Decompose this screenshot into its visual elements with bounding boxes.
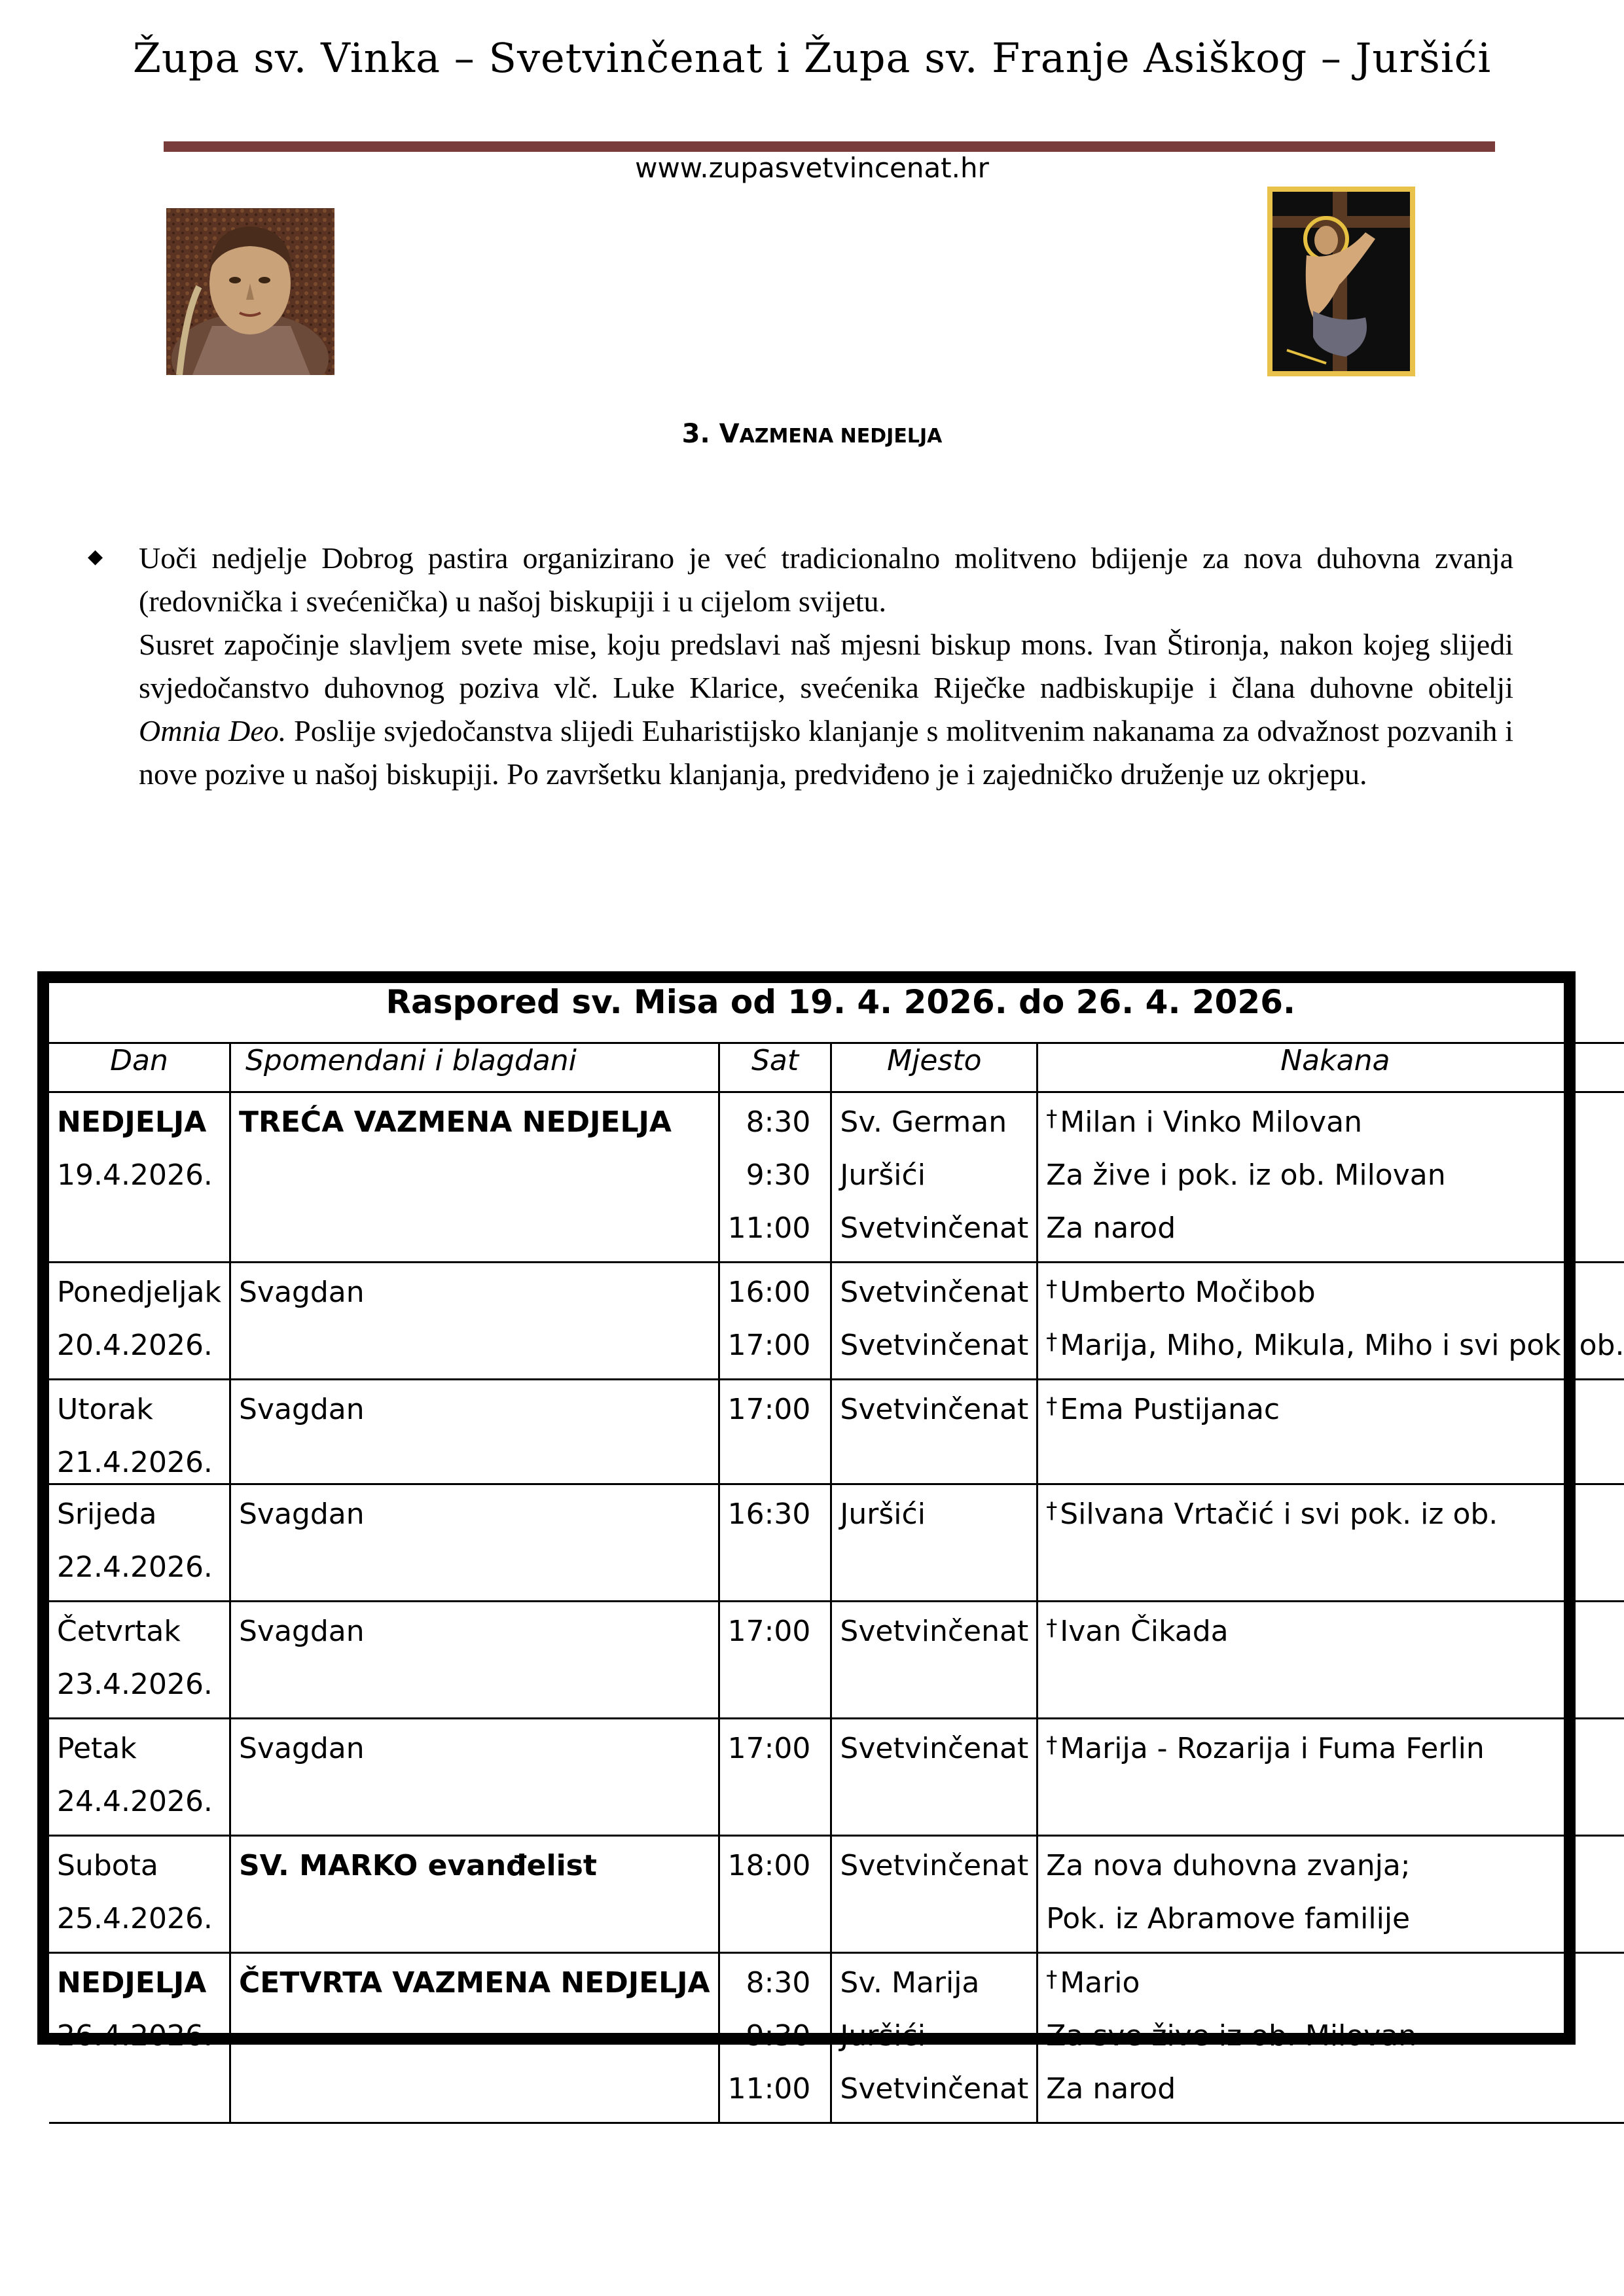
place-cell-text: Juršići [840, 2019, 926, 2053]
place-cell [831, 1836, 1038, 1953]
place-cell-text: Svetvinčenat [840, 1393, 1029, 1426]
intention-cell-text: Marija - Rozarija i Fuma Ferlin [1060, 1732, 1485, 1765]
dagger-icon: † [1046, 1498, 1058, 1524]
time-cell-text: 11:00 [727, 1211, 811, 1245]
dagger-icon: † [1046, 1329, 1058, 1355]
mass-schedule [37, 971, 1624, 2106]
feast-cell-text: Svagdan [238, 1276, 365, 1309]
day-cell [49, 1953, 230, 2123]
dagger-icon: † [1046, 1105, 1058, 1132]
schedule-table [49, 983, 1624, 2124]
time-cell-text: 9:30 [746, 1158, 811, 1192]
feast-cell [230, 1484, 719, 1602]
intention-cell [1038, 1719, 1624, 1836]
time-cell-text: 8:30 [746, 1105, 811, 1139]
intention-cell [1038, 1263, 1624, 1380]
notice-text-2-start: Susret započinje slavljem svete mise, koju predslavi naš mjesni biskup mons. Ivan Štironja, nakon kojeg slijedi svjedočanstvo duhovnog poziva vlč. Luke Klarice, svećenika Riječke nadbiskupije i člana duhovne obitelji [139, 628, 1513, 704]
intention-cell-text: Za sve žive iz ob. Milovan [1046, 2019, 1417, 2053]
day-cell-text: 26.4.2026. [57, 2019, 213, 2053]
day-cell-text: Srijeda [57, 1498, 157, 1531]
place-cell-text: Juršići [840, 1498, 926, 1531]
schedule-row [49, 1953, 1624, 2123]
intention-cell-text: Za žive i pok. iz ob. Milovan [1046, 1158, 1446, 1192]
intention-cell-text: Milan i Vinko Milovan [1060, 1105, 1362, 1139]
intention-cell-text: Silvana Vrtačić i svi pok. iz ob. [1060, 1498, 1498, 1531]
day-cell-text: Utorak [57, 1393, 153, 1426]
place-cell [831, 1263, 1038, 1380]
day-cell-text: NEDJELJA [57, 1105, 207, 1139]
schedule-row [49, 1092, 1624, 1263]
place-cell [831, 1092, 1038, 1263]
time-cell [719, 1092, 831, 1263]
feast-cell-text: Svagdan [238, 1615, 365, 1648]
intention-cell-text: Mario [1060, 1966, 1140, 2000]
time-cell-text: 18:00 [727, 1849, 811, 1882]
place-cell-text: Svetvinčenat [840, 1849, 1029, 1882]
day-cell [49, 1719, 230, 1836]
place-cell-text: Sv. Marija [840, 1966, 980, 2000]
day-cell [49, 1484, 230, 1602]
day-cell-text: 25.4.2026. [57, 1902, 213, 1935]
day-cell-text: 20.4.2026. [57, 1329, 213, 1362]
day-cell-text: Subota [57, 1849, 158, 1882]
intention-cell-text: Za narod [1046, 1211, 1176, 1245]
feast-cell [230, 1836, 719, 1953]
intention-cell [1038, 1602, 1624, 1719]
intention-cell-text: Za nova duhovna zvanja; [1046, 1849, 1411, 1882]
time-cell-text: 9:30 [746, 2019, 811, 2053]
intention-cell-text: Za narod [1046, 2072, 1176, 2106]
saint-vincent-icon [166, 208, 334, 375]
column-header-mjesto: Mjesto [831, 1043, 1038, 1092]
heading-first-letter: V [719, 419, 740, 449]
time-cell [719, 1719, 831, 1836]
intention-cell [1038, 1092, 1624, 1263]
feast-cell-text: Svagdan [238, 1393, 365, 1426]
column-header-nakana: Nakana [1038, 1043, 1624, 1092]
time-cell [719, 1602, 831, 1719]
feast-cell [230, 1953, 719, 2123]
time-cell-text: 8:30 [746, 1966, 811, 2000]
day-cell-text: 22.4.2026. [57, 1551, 213, 1584]
time-cell-text: 11:00 [727, 2072, 811, 2106]
place-cell-text: Svetvinčenat [840, 1276, 1029, 1309]
column-header-sat: Sat [719, 1043, 831, 1092]
time-cell [719, 1484, 831, 1602]
feast-cell [230, 1602, 719, 1719]
place-cell [831, 1719, 1038, 1836]
time-cell-text: 17:00 [727, 1615, 811, 1648]
day-cell-text: 23.4.2026. [57, 1668, 213, 1701]
heading-number: 3. [681, 419, 719, 449]
feast-cell [230, 1719, 719, 1836]
schedule-row [49, 1484, 1624, 1602]
time-cell [719, 1836, 831, 1953]
place-cell-text: Sv. German [840, 1105, 1007, 1139]
intention-cell [1038, 1380, 1624, 1484]
intention-cell-text: Marija, Miho, Mikula, Miho i svi pok. ob. [1060, 1329, 1624, 1362]
day-cell-text: Petak [57, 1732, 137, 1765]
intention-cell [1038, 1836, 1624, 1953]
dagger-icon: † [1046, 1732, 1058, 1758]
day-cell [49, 1602, 230, 1719]
feast-cell [230, 1380, 719, 1484]
intention-cell-text: Ivan Čikada [1060, 1615, 1229, 1648]
feast-cell [230, 1092, 719, 1263]
day-cell-text: Ponedjeljak [57, 1276, 221, 1309]
time-cell-text: 16:30 [727, 1498, 811, 1531]
day-cell-text: 21.4.2026. [57, 1446, 213, 1479]
time-cell [719, 1380, 831, 1484]
day-cell-text: 19.4.2026. [57, 1158, 213, 1192]
heading-rest: AZMENA NEDJELJA [739, 425, 943, 448]
day-cell [49, 1092, 230, 1263]
notice-text-2 [139, 623, 1513, 796]
day-cell-text: Četvrtak [57, 1615, 181, 1648]
day-cell-text: NEDJELJA [57, 1966, 207, 2000]
day-cell [49, 1836, 230, 1953]
website-link[interactable]: www.zupasvetvincenat.hr [635, 152, 989, 184]
schedule-title: Raspored sv. Misa od 19. 4. 2026. do 26. 4. 2026. [49, 983, 1624, 1043]
place-cell [831, 1953, 1038, 2123]
crucifix-icon [1267, 187, 1415, 376]
place-cell [831, 1380, 1038, 1484]
dagger-icon: † [1046, 1276, 1058, 1302]
intention-cell-text: Pok. iz Abramove familije [1046, 1902, 1411, 1935]
notice-text-2-end: Poslije svjedočanstva slijedi Euharistijsko klanjanje s molitvenim nakanama za odvažnost pozvanih i nove pozive u našoj biskupiji. Po završetku klanjanja, predviđeno je i zajedničko druženje uz okrjepu. [139, 714, 1513, 791]
time-cell [719, 1263, 831, 1380]
notice-paragraph [88, 537, 1513, 796]
feast-cell-text: Svagdan [238, 1498, 365, 1531]
feast-cell-text: SV. MARKO evanđelist [238, 1849, 597, 1882]
sunday-heading [0, 419, 1624, 449]
place-cell-text: Svetvinčenat [840, 1732, 1029, 1765]
feast-cell-text: TREĆA VAZMENA NEDJELJA [238, 1105, 672, 1139]
place-cell-text: Svetvinčenat [840, 1329, 1029, 1362]
day-cell [49, 1263, 230, 1380]
schedule-row [49, 1719, 1624, 1836]
intention-cell-text: Ema Pustijanac [1060, 1393, 1280, 1426]
schedule-row [49, 1380, 1624, 1484]
place-cell-text: Svetvinčenat [840, 2072, 1029, 2106]
time-cell-text: 17:00 [727, 1393, 811, 1426]
dagger-icon: † [1046, 1393, 1058, 1419]
intention-cell [1038, 1953, 1624, 2123]
intention-cell-text: Umberto Močibob [1060, 1276, 1316, 1309]
time-cell [719, 1953, 831, 2123]
column-header-dan: Dan [49, 1043, 230, 1092]
schedule-row [49, 1263, 1624, 1380]
schedule-row [49, 1836, 1624, 1953]
time-cell-text: 17:00 [727, 1732, 811, 1765]
notice-text-1: Uoči nedjelje Dobrog pastira organizirano je već tradicionalno molitveno bdijenje za nova duhovna zvanja (redovnička i svećenička) u našoj biskupiji i u cijelom svijetu. [139, 541, 1513, 618]
day-cell [49, 1380, 230, 1484]
day-cell-text: 24.4.2026. [57, 1785, 213, 1818]
header-divider [164, 141, 1495, 152]
time-cell-text: 16:00 [727, 1276, 811, 1309]
feast-cell-text: ČETVRTA VAZMENA NEDJELJA [238, 1966, 710, 2000]
feast-cell [230, 1263, 719, 1380]
dagger-icon: † [1046, 1966, 1058, 1992]
place-cell-text: Svetvinčenat [840, 1211, 1029, 1245]
dagger-icon: † [1046, 1615, 1058, 1641]
place-cell [831, 1602, 1038, 1719]
place-cell-text: Juršići [840, 1158, 926, 1192]
place-cell-text: Svetvinčenat [840, 1615, 1029, 1648]
notice-italic-name: Omnia Deo. [139, 714, 287, 747]
place-cell [831, 1484, 1038, 1602]
schedule-row [49, 1602, 1624, 1719]
feast-cell-text: Svagdan [238, 1732, 365, 1765]
column-header-spomendani: Spomendani i blagdani [230, 1043, 719, 1092]
time-cell-text: 17:00 [727, 1329, 811, 1362]
bullet-diamond-icon: ◆ [88, 546, 103, 567]
intention-cell [1038, 1484, 1624, 1602]
page-title: Župa sv. Vinka – Svetvinčenat i Župa sv. Franje Asiškog – Juršići [132, 34, 1492, 82]
